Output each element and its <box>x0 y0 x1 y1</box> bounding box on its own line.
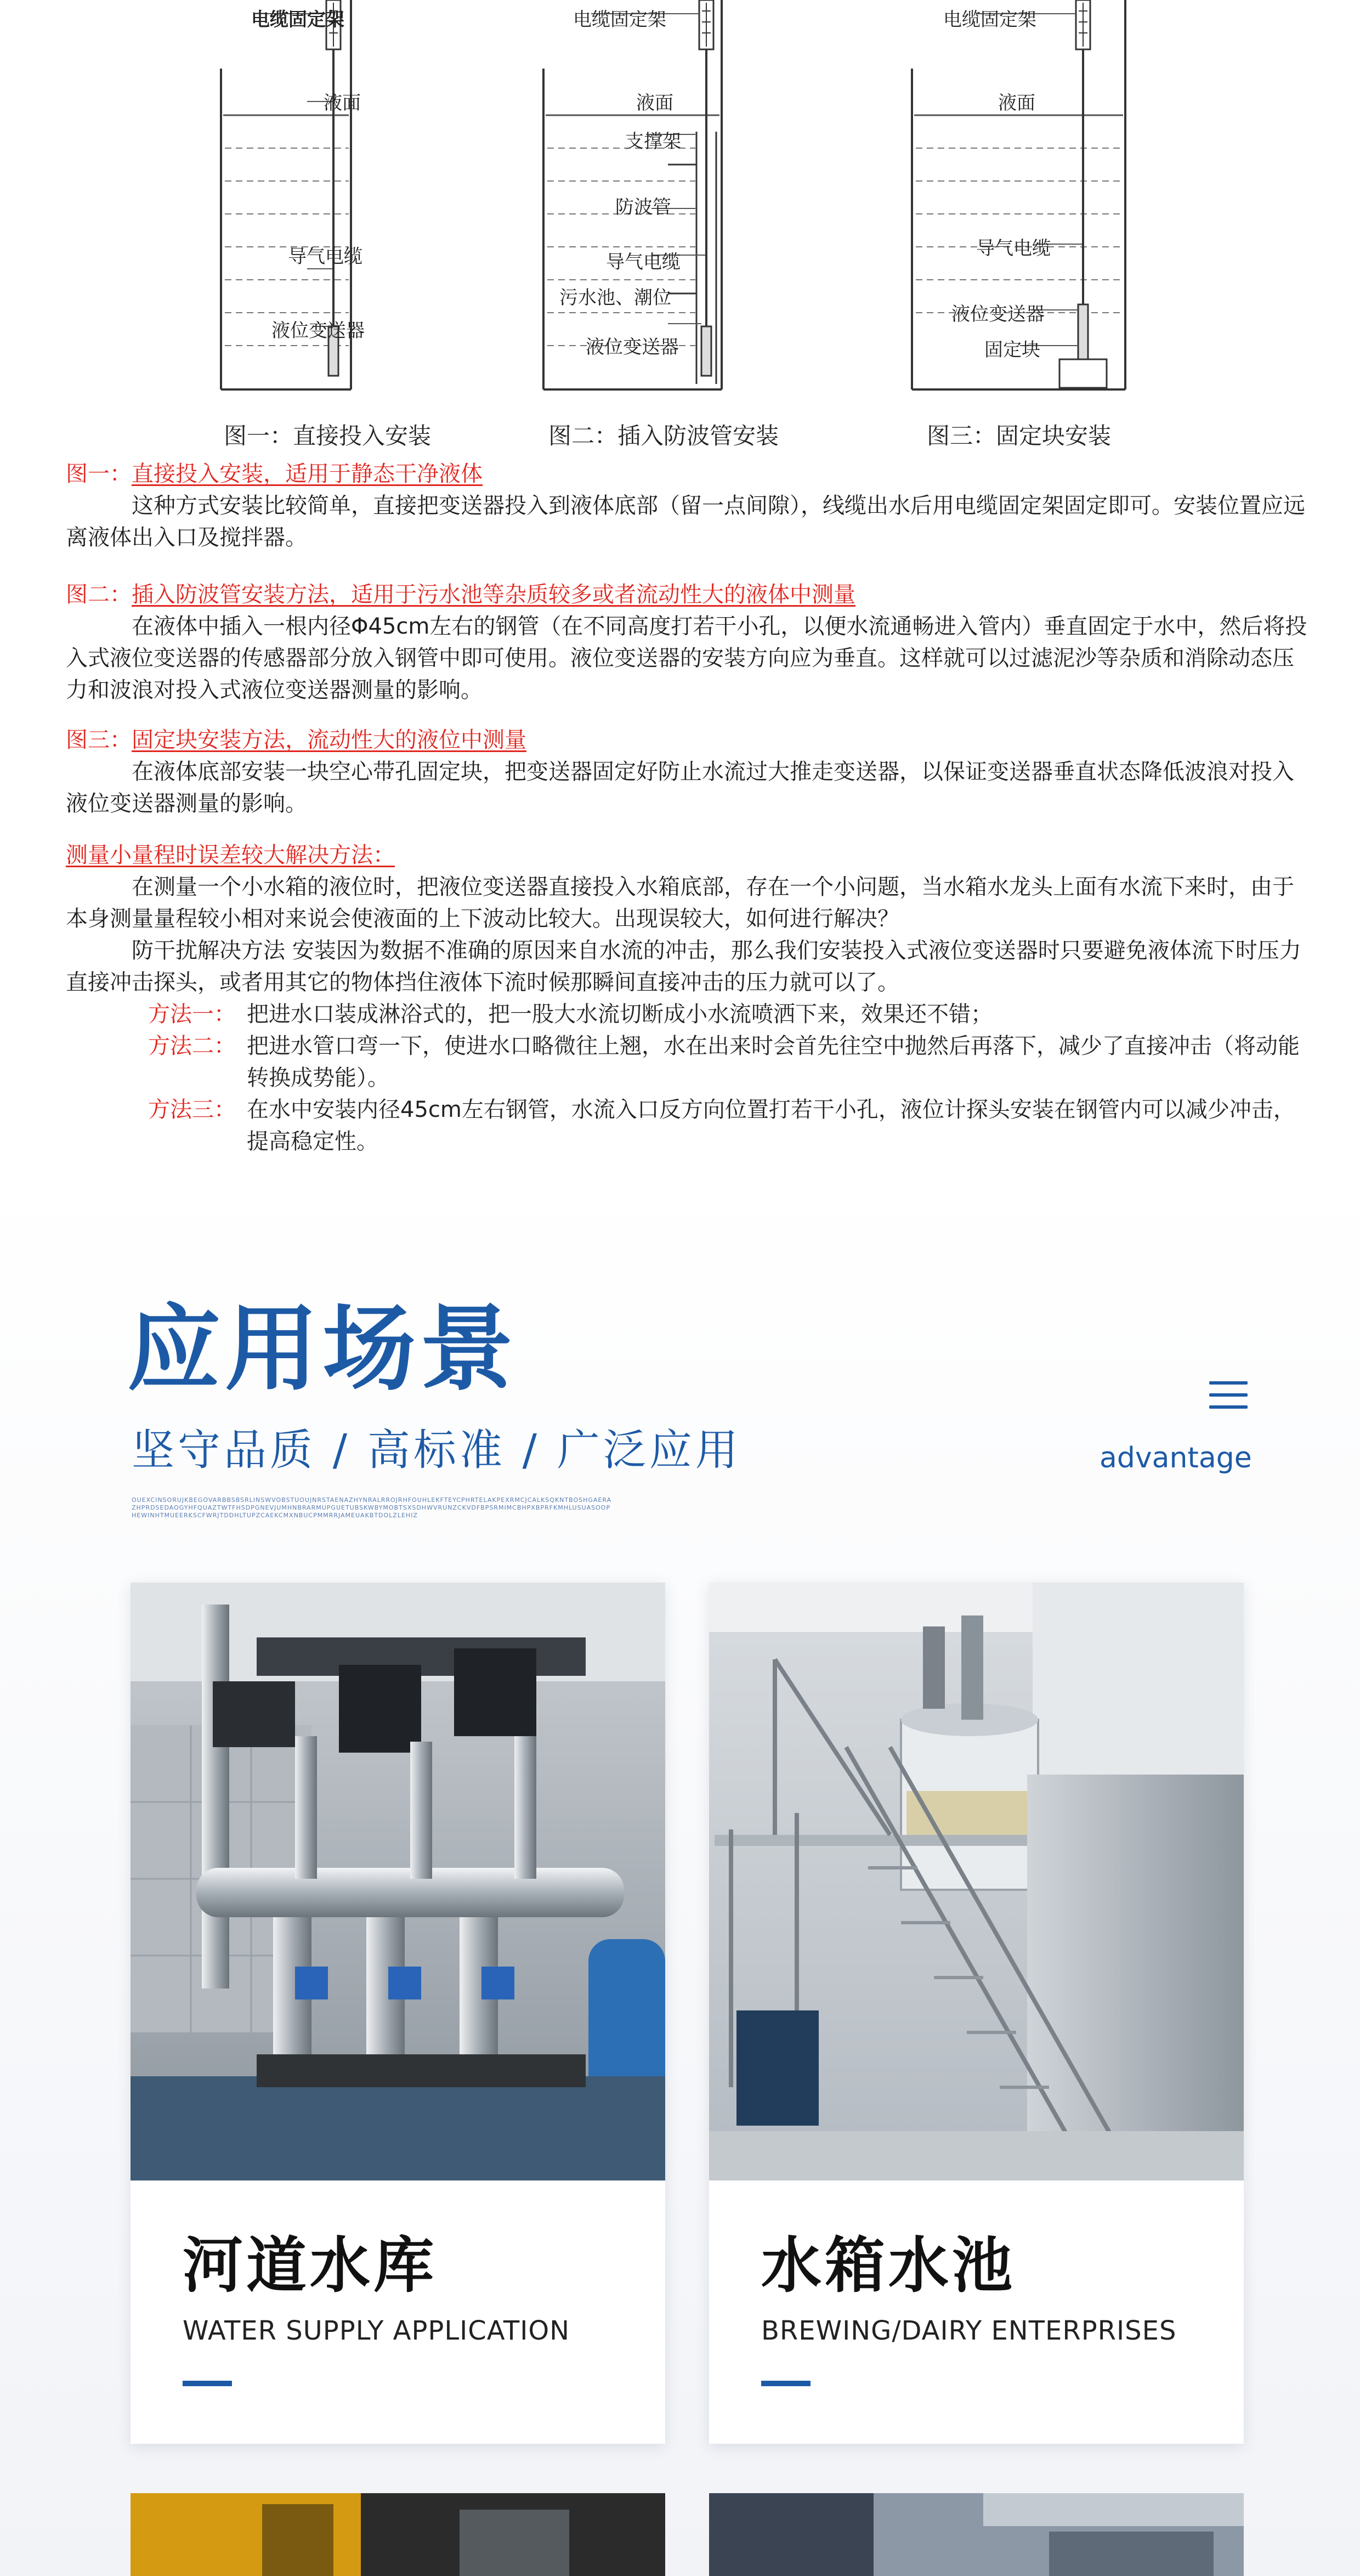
brewery-tank-photo <box>709 1583 1244 2180</box>
diagram-label-liquid-surface: 液面 <box>324 92 361 114</box>
diagram-label-cable: 导气电缆 <box>288 246 362 268</box>
method-label: 方法一： <box>148 1002 236 1027</box>
diagram-label-cable-holder: 电缆固定架 <box>573 9 666 31</box>
card-subtitle: BREWING/DAIRY ENTERPRISES <box>761 2315 1177 2346</box>
diagram-label-cable: 导气电缆 <box>606 251 681 273</box>
accent-bar <box>761 2381 811 2386</box>
section-heading <box>66 458 1311 490</box>
method-text: 把进水口装成淋浴式的，把一股大水流切断成小水流喷洒下来，效果还不错； <box>247 1002 993 1027</box>
decorative-fineprint: OUEXCINSORUJKBEGOVARBBSBSRLINSWVOBSTUOUJNRSTAENAZHYNRALRROJRHFOUHLEKFTEYCPHRTELAKPEXRMCJCALKSQKNTBOSHGAERAZHPRDSEDAOGYHFQUAZTWTFHSDPGNEVJUMHNBRARMUPGUETUBSKWBYMOBTSXSDHWVRUNZCKVDFBPSRMIMCBHPXBPRFKMHLUSUASOOPHEWINHTMUEERKSCFWRJTDDHLTUPZCAEKCMXNBUCPMMRRJAMEUAKBTDOLZLEHIZ <box>132 1496 612 1519</box>
diagram-label-support: 支撑架 <box>625 131 681 152</box>
diagram-label-transmitter: 液位变送器 <box>271 320 365 342</box>
pump-room-photo <box>131 1583 665 2180</box>
section-heading <box>66 839 1311 871</box>
diagram-caption: 图一：直接投入安装 <box>224 422 432 449</box>
diagram-label-cable: 导气电缆 <box>976 238 1051 259</box>
method-text: 在水中安装内径45cm左右钢管，水流入口反方向位置打若干小孔，液位计探头安装在钢管内可以减少冲击，提高稳定性。 <box>247 1097 1295 1154</box>
section-heading <box>66 724 1311 756</box>
diagram-label-transmitter: 液位变送器 <box>586 336 679 358</box>
diagram-label-sewage: 污水池、潮位 <box>559 287 671 309</box>
card-title: 水箱水池 <box>761 2230 1016 2301</box>
paragraph: 在液体中插入一根内径Φ45cm左右的钢管（在不同高度打若干小孔，以便水流通畅进入管内）垂直固定于水中，然后将投入式液位变送器的传感器部分放入钢管中即可使用。液位变送器的安装方向应为垂直。这样就可以过滤泥沙等杂质和消除动态压力和波浪对投入式液位变送器测量的影响。 <box>66 614 1307 703</box>
section-subtitle: 坚守品质 / 高标准 / 广泛应用 <box>132 1426 741 1475</box>
lab-worker-photo <box>709 2493 1244 2576</box>
figure-label: 图一： <box>66 461 132 487</box>
advantage-label: advantage <box>1100 1442 1252 1475</box>
method-label: 方法三： <box>148 1097 236 1122</box>
application-card[interactable] <box>131 1583 665 2444</box>
card-subtitle: WATER SUPPLY APPLICATION <box>183 2315 570 2346</box>
install-method-fig1 <box>66 458 1311 553</box>
diagram-caption: 图三：固定块安装 <box>927 422 1112 449</box>
method-item <box>66 998 1311 1030</box>
diagram-label-wave-pipe: 防波管 <box>615 196 671 218</box>
install-method-fig3 <box>66 724 1311 820</box>
accent-bar <box>183 2381 232 2386</box>
diagram-label-liquid-surface: 液面 <box>998 92 1035 114</box>
small-range-solution <box>66 839 1311 1157</box>
method-text: 把进水管口弯一下，使进水口略微往上翘，水在出来时会首先往空中抛然后再落下，减少了直接冲击（将动能转换成势能）。 <box>247 1033 1300 1091</box>
diagram-label-fixed-block: 固定块 <box>984 339 1040 361</box>
diagram-label-cable-holder: 电缆固定架 <box>251 9 344 31</box>
diagram-label-transmitter: 液位变送器 <box>951 303 1045 325</box>
install-method-fig2 <box>66 579 1311 706</box>
application-card[interactable] <box>709 1583 1244 2444</box>
heading-text: 固定块安装方法，流动性大的液位中测量 <box>132 727 526 753</box>
figure-label: 图二： <box>66 582 132 607</box>
heading-text: 直接投入安装，适用于静态干净液体 <box>132 461 483 487</box>
diagram-caption: 图二：插入防波管安装 <box>548 422 779 449</box>
heading-text: 测量小量程时误差较大解决方法： <box>66 843 395 868</box>
section-title: 应用场景 <box>127 1295 518 1404</box>
paragraph: 这种方式安装比较简单，直接把变送器投入到液体底部（留一点间隙），线缆出水后用电缆固定架固定即可。安装位置应远离液体出入口及搅拌器。 <box>66 493 1305 550</box>
method-label: 方法二： <box>148 1033 236 1059</box>
method-item <box>66 1094 1311 1157</box>
figure-label: 图三： <box>66 727 132 753</box>
card-title: 河道水库 <box>183 2230 437 2301</box>
industrial-pipe-photo <box>131 2493 665 2576</box>
paragraph: 在测量一个小水箱的液位时，把液位变送器直接投入水箱底部，存在一个小问题，当水箱水龙头上面有水流下来时，由于本身测量量程较小相对来说会使液面的上下波动比较大。出现误较大，如何进行解决？ <box>66 874 1294 931</box>
diagram-label-liquid-surface: 液面 <box>636 92 673 114</box>
paragraph: 防干扰解决方法 安装因为数据不准确的原因来自水流的冲击，那么我们安装投入式液位变送器时只要避免液体流下时压力直接冲击探头，或者用其它的物体挡住液体下流时候那瞬间直接冲击的压力就可以了。 <box>66 938 1301 995</box>
section-heading <box>66 579 1311 611</box>
diagram-label-cable-holder: 电缆固定架 <box>943 9 1036 31</box>
paragraph: 在液体底部安装一块空心带孔固定块，把变送器固定好防止水流过大推走变送器，以保证变送器垂直状态降低波浪对投入液位变送器测量的影响。 <box>66 759 1294 816</box>
heading-text: 插入防波管安装方法，适用于污水池等杂质较多或者流动性大的液体中测量 <box>132 582 855 607</box>
menu-icon[interactable] <box>1209 1381 1248 1410</box>
method-item <box>66 1030 1311 1094</box>
